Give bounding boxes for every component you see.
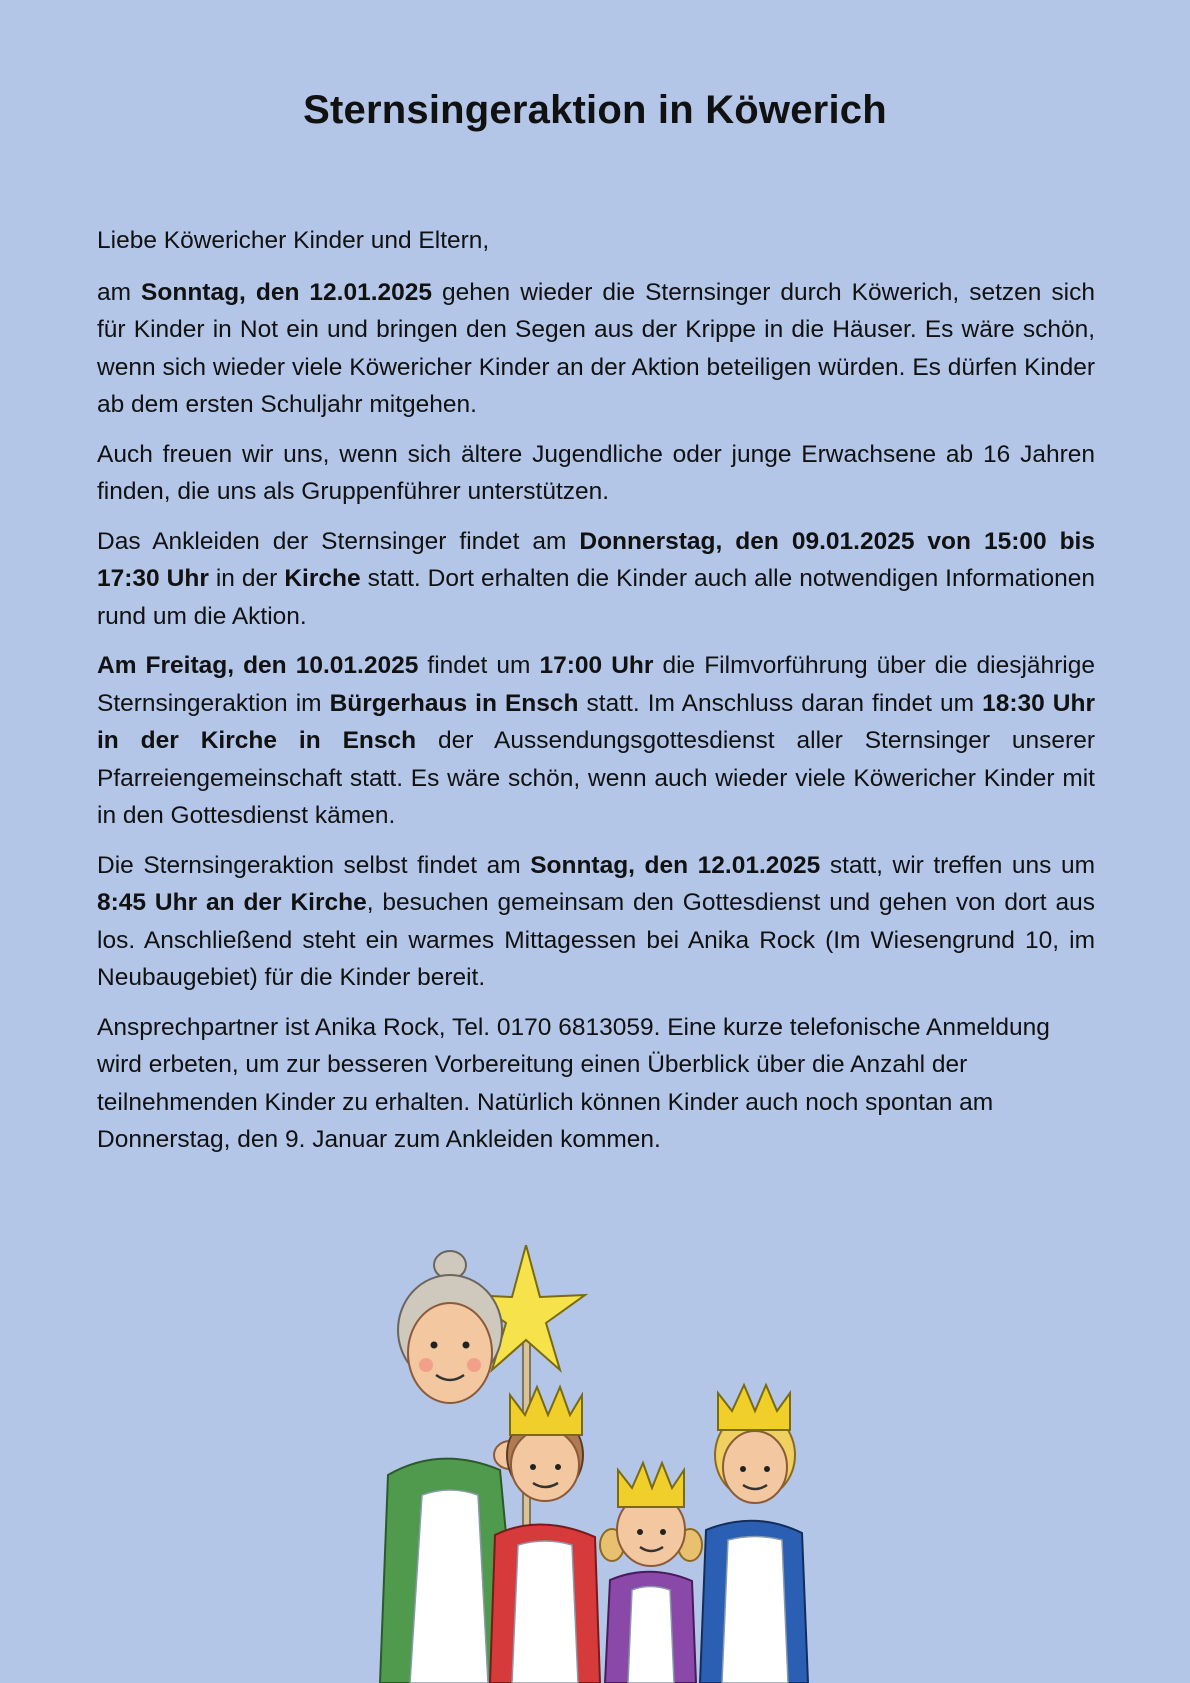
page-title: Sternsingeraktion in Köwerich xyxy=(303,88,887,132)
paragraph-contact: Ansprechpartner ist Anika Rock, Tel. 0170 6813059. Eine kurze telefonische Anmeldung wird erbeten, um zur besseren Vorbereitung einen Überblick über die Anzahl der teilnehmenden Kinder zu erhalten. Natürlich können Kinder auch noch spontan am Donnerstag, den 9. Januar zum Ankleiden kommen. xyxy=(97,1013,1050,1153)
child-purple-figure-icon xyxy=(600,1463,702,1683)
sternsinger-illustration-icon xyxy=(370,1245,880,1683)
crown-icon xyxy=(718,1385,790,1430)
paragraph-sternsinger-sunday: am Sonntag, den 12.01.2025 gehen wieder die Sternsinger durch Köwerich, setzen sich für Kinder in Not ein und bringen den Segen aus der Krippe in die Häuser. Es wäre schön, wenn sich wieder viele Köwericher Kinder an der Aktion beteiligen würden. Es dürfen Kinder ab dem ersten Schuljahr mitgehen. xyxy=(97,278,1095,418)
crown-icon xyxy=(618,1463,684,1507)
document-body xyxy=(97,222,1095,1171)
child-blue-figure-icon xyxy=(700,1385,808,1683)
greeting-paragraph: Liebe Köwericher Kinder und Eltern, xyxy=(97,227,490,254)
paragraph-dressing: Das Ankleiden der Sternsinger findet am Donnerstag, den 09.01.2025 von 15:00 bis 17:30 Uhr in der Kirche statt. Dort erhalten die Kinder auch alle notwendigen Informationen rund um die Aktion. xyxy=(97,527,1095,630)
paragraph-group-leaders: Auch freuen wir uns, wenn sich ältere Jugendliche oder junge Erwachsene ab 16 Jahren finden, die uns als Gruppenführer unterstützen. xyxy=(97,440,1095,505)
child-red-figure-icon xyxy=(490,1387,600,1683)
paragraph-action-day: Die Sternsingeraktion selbst findet am Sonntag, den 12.01.2025 statt, wir treffen uns um 8:45 Uhr an der Kirche, besuchen gemeinsam den Gottesdienst und gehen von dort aus los. Anschließend steht ein warmes Mittagessen bei Anika Rock (Im Wiesengrund 10, im Neubaugebiet) für die Kinder bereit. xyxy=(97,851,1096,991)
crown-icon xyxy=(510,1387,582,1435)
paragraph-friday-film: Am Freitag, den 10.01.2025 findet um 17:00 Uhr die Filmvorführung über die diesjährige Sternsingeraktion im Bürgerhaus in Ensch statt. Im Anschluss daran findet um 18:30 Uhr in der Kirche in Ensch der Aussendungsgottesdienst aller Sternsinger unserer Pfarreiengemeinschaft statt. Es wäre schön, wenn auch wieder viele Köwericher Kinder mit in den Gottesdienst kämen. xyxy=(97,652,1096,829)
